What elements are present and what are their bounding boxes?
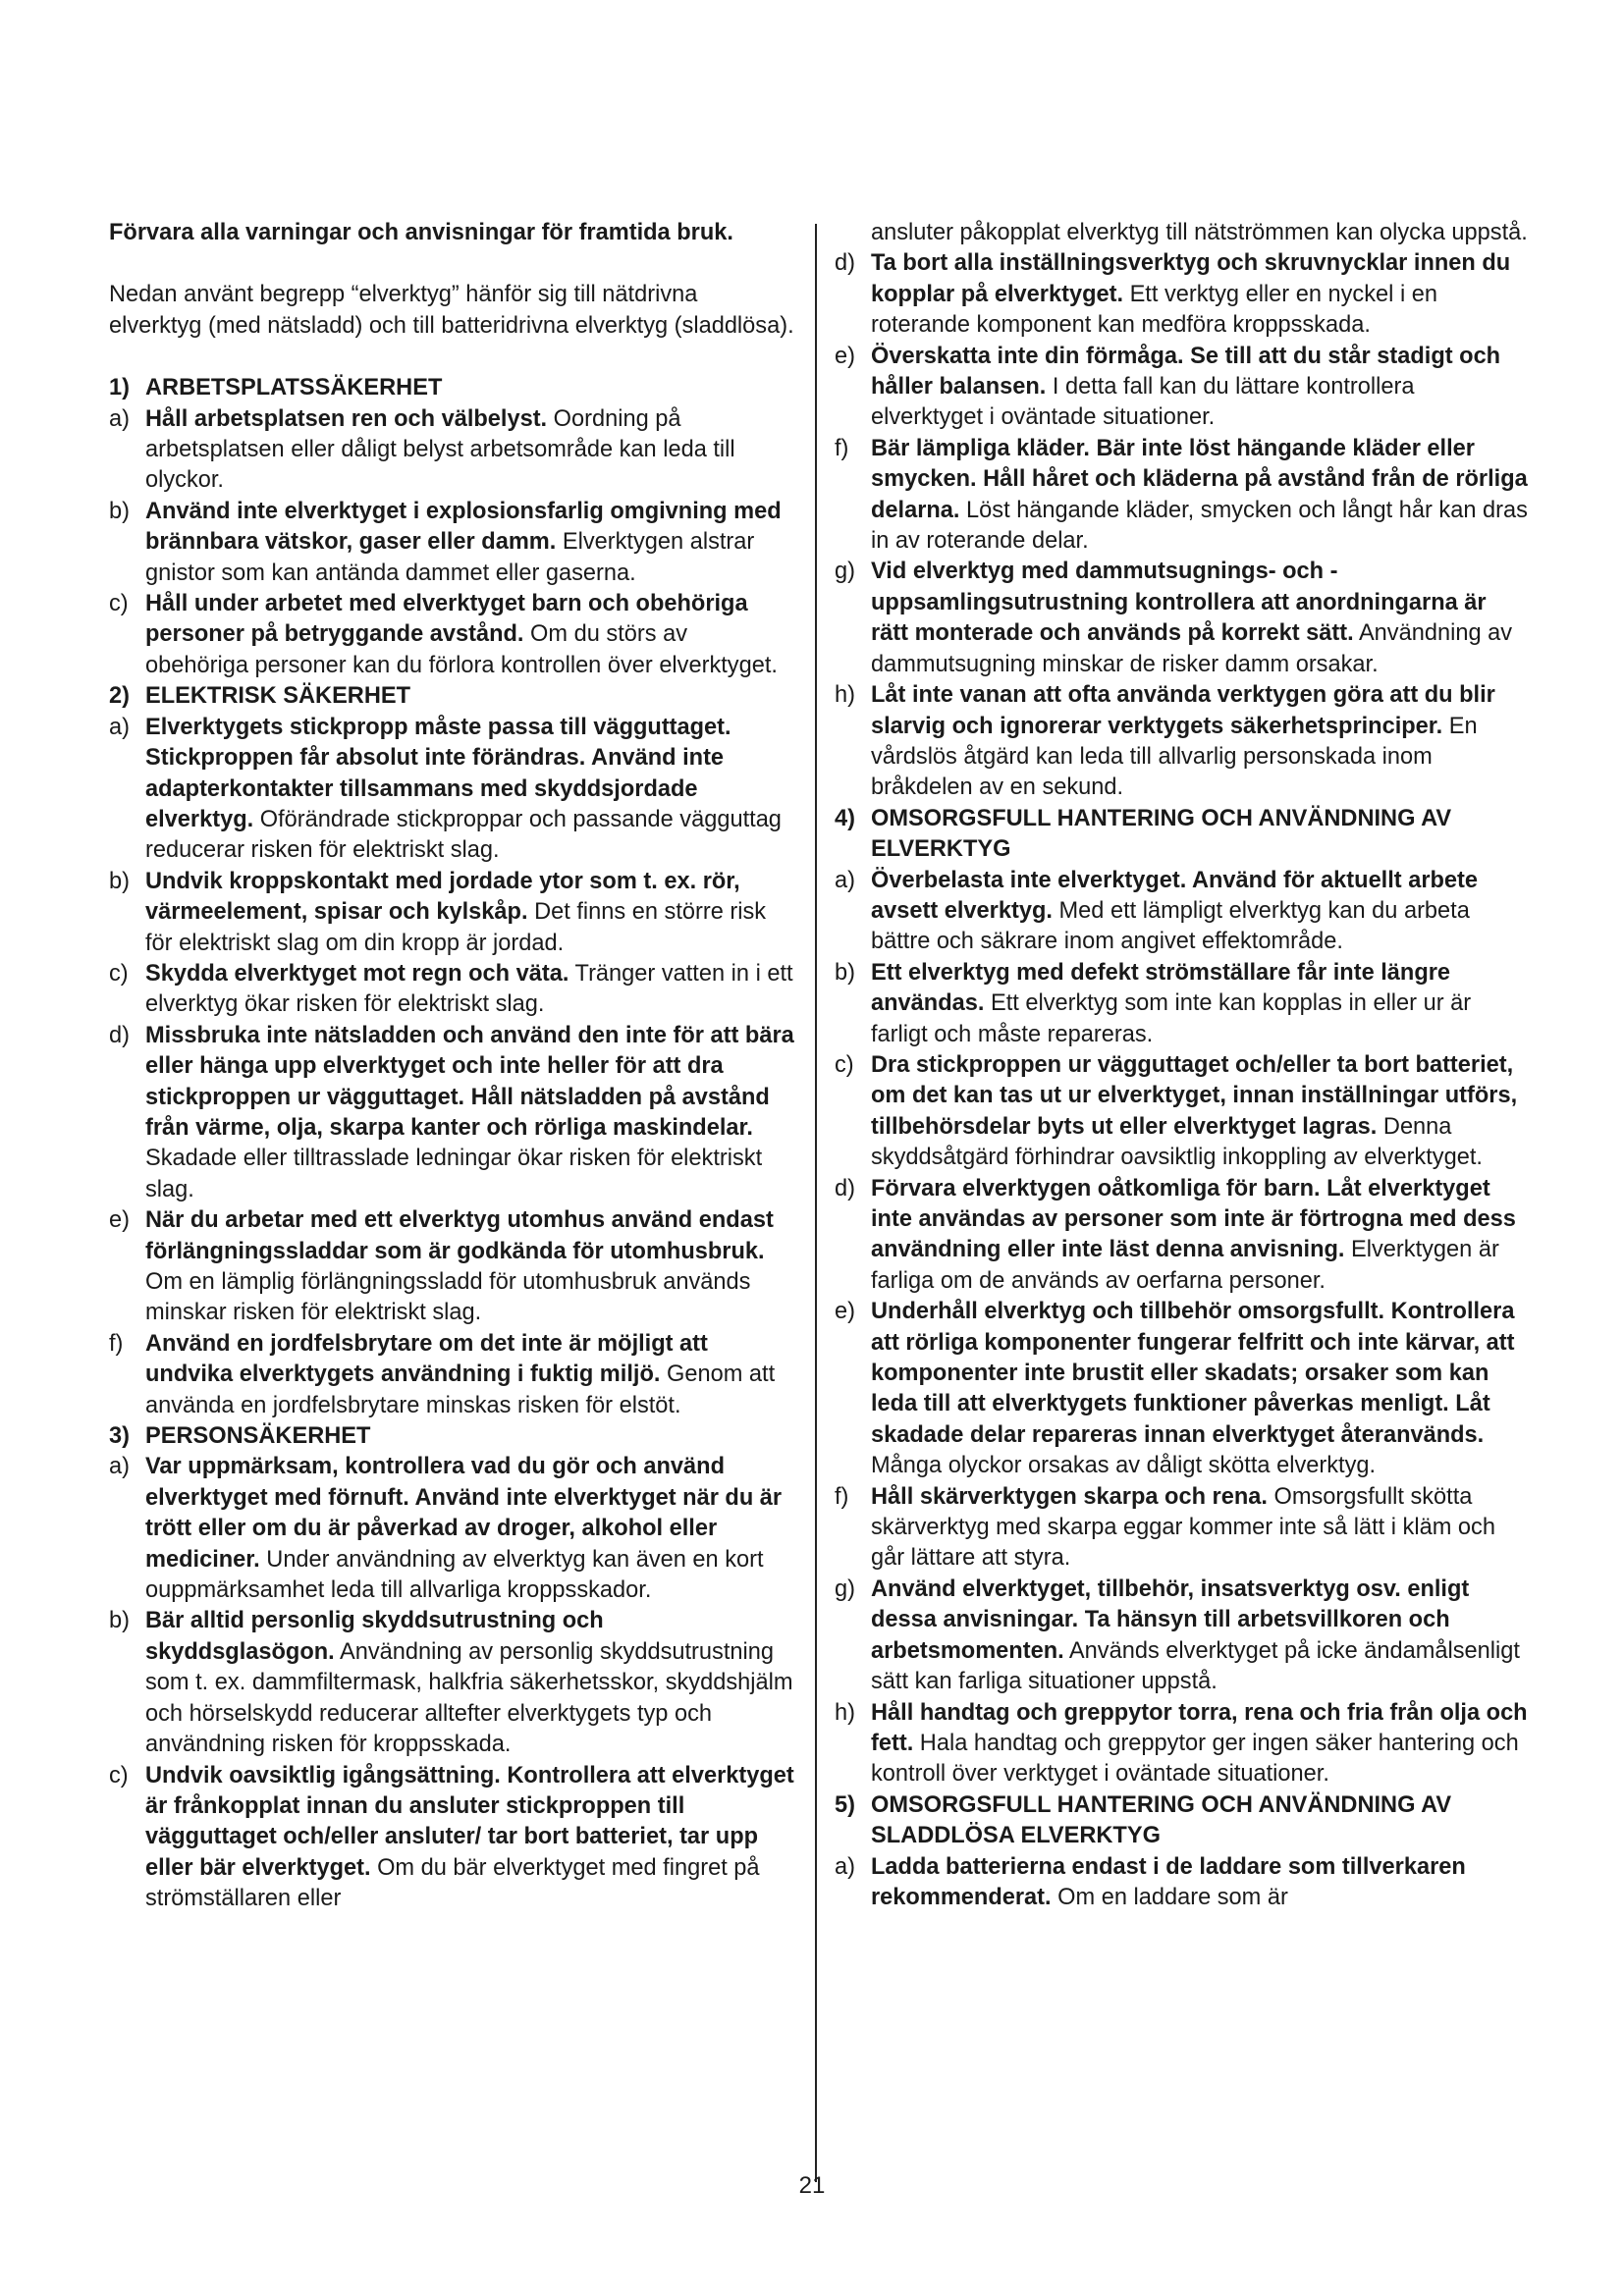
list-item: f) Bär lämpliga kläder. Bär inte löst hängande kläder eller smycken. Håll håret och kläderna på avstånd från de rörliga delarna. Löst hängande kläder, smycken och långt hår kan dras in av roterande delar. (835, 435, 1528, 555)
section-heading-personal: 3) PERSONSÄKERHET (109, 1423, 371, 1450)
list-item: a) Var uppmärksam, kontrollera vad du gör och använd elverktyget med förnuft. Använd inte elverktyget när du är trött eller om du är påverkad av droger, alkohol eller mediciner. Under användning av elverktyg kan även en kort ouppmärksamhet leda till allvarliga kroppsskador. (109, 1454, 783, 1604)
storage-warning: Förvara alla varningar och anvisningar för framtida bruk. (109, 220, 733, 245)
list-item: g) Vid elverktyg med dammutsugnings- och -uppsamlingsutrustning kontrollera att anordningarna är rätt monterade och används på korrekt sätt. Användning av dammutsugning minskar de risker damm orsakar. (835, 559, 1513, 677)
list-item: h) Låt inte vanan att ofta använda verktygen göra att du blir slarvig och ignorerar verktygets säkerhetsprinciper. En vårdslös åtgärd kan leda till allvarlig personskada inom bråkdelen av en sekund. (835, 682, 1495, 801)
list-item: e) Underhåll elverktyg och tillbehör omsorgsfullt. Kontrollera att rörliga komponenter fungerar felfritt och inte kärvar, att komponenter inte brustit eller skadats; orsaker som kan leda till att elverktygets funktioner påverkas menligt. Låt skadade delar repareras innan elverktyget återanvänds. Många olyckor orsakas av dåligt skötta elverktyg. (835, 1299, 1515, 1479)
left-column (109, 218, 796, 1915)
list-item: b) Använd inte elverktyget i explosionsfarlig omgivning med brännbara vätskor, gaser eller damm. Elverktygen alstrar gnistor som kan antända dammet eller gaserna. (109, 498, 782, 586)
list-item: c) Dra stickproppen ur vägguttaget och/eller ta bort batteriet, om det kan tas ut ur elverktyget, innan inställningar utförs, tillbehörsdelar byts ut eller elverktyget lagras. Denna skyddsåtgärd förhindrar oavsiktlig inkoppling av elverktyget. (835, 1051, 1518, 1171)
list-item: a) Håll arbetsplatsen ren och välbelyst. Oordning på arbetsplatsen eller dåligt belyst arbetsområde kan leda till olyckor. (109, 405, 735, 494)
list-item: d) Missbruka inte nätsladden och använd den inte för att bära eller hänga upp elverktyget och inte heller för att dra stickproppen ur vägguttaget. Håll nätsladden på avstånd från värme, olja, skarpa kanter och rörliga maskindelar. Skadade eller tilltrasslade ledningar ökar risken för elektriskt slag. (109, 1022, 794, 1202)
list-item: h) Håll handtag och greppytor torra, rena och fria från olja och fett. Hala handtag och greppytor ger ingen säker hantering och kontroll över verktyget i oväntade situationer. (835, 1699, 1528, 1788)
list-item: f) Använd en jordfelsbrytare om det inte är möjligt att undvika elverktygets användning i fuktig miljö. Genom att använda en jordfelsbrytare minskas risken för elstöt. (109, 1330, 776, 1418)
list-item: d) Förvara elverktygen oåtkomliga för barn. Låt elverktyget inte användas av personer som inte är förtrogna med dess användning eller inte läst denna anvisning. Elverktygen är farliga om de används av oerfarna personer. (835, 1175, 1516, 1294)
list-item: a) Överbelasta inte elverktyget. Använd för aktuellt arbete avsett elverktyg. Med ett lämpligt elverktyg kan du arbeta bättre och säkrare inom angivet effektområde. (835, 867, 1479, 955)
column-divider (815, 224, 817, 2182)
list-item: b) Bär alltid personlig skyddsutrustning och skyddsglasögon. Användning av personlig skyddsutrustning som t. ex. dammfiltermask, halkfria säkerhetsskor, skyddshjälm och hörselskydd reducerar alltefter elverktygets typ och användning risken för kroppsskada. (109, 1608, 793, 1758)
section-heading-cordless: 5) OMSORGSFULL HANTERING OCH ANVÄNDNING AV SLADDLÖSA ELVERKTYG (835, 1791, 1452, 1849)
definition-paragraph: Nedan använt begrepp “elverktyg” hänför sig till nätdrivna elverktyg (med nätsladd) och till batteridrivna elverktyg (sladdlösa). (109, 282, 794, 339)
list-item: c) Skydda elverktyget mot regn och väta. Tränger vatten in i ett elverktyg ökar risken för elektriskt slag. (109, 960, 793, 1018)
right-column (835, 218, 1528, 1913)
section-heading-electrical: 2) ELEKTRISK SÄKERHET (109, 683, 411, 710)
list-item: e) När du arbetar med ett elverktyg utomhus använd endast förlängningssladdar som är godkända för utomhusbruk. Om en lämplig förlängningssladd för utomhusbruk används minskar risken för elektriskt slag. (109, 1207, 774, 1326)
list-item: f) Håll skärverktygen skarpa och rena. Omsorgsfullt skötta skärverktyg med skarpa eggar kommer inte så lätt i kläm och går lättare att styra. (835, 1483, 1495, 1572)
page-number: 21 (798, 2172, 826, 2199)
list-item: e) Överskatta inte din förmåga. Se till att du står stadigt och håller balansen. I detta fall kan du lättare kontrollera elverktyget i oväntade situationer. (835, 343, 1501, 431)
list-item: c) Håll under arbetet med elverktyget barn och obehöriga personer på betryggande avstånd. Om du störs av obehöriga personer kan du förlora kontrollen över elverktyget. (109, 591, 778, 678)
list-item: g) Använd elverktyget, tillbehör, insatsverktyg osv. enligt dessa anvisningar. Ta hänsyn till arbetsvillkoren och arbetsmomenten. Används elverktyget på icke ändamålsenligt sätt kan farliga situationer uppstå. (835, 1575, 1520, 1695)
list-item: a) Ladda batterierna endast i de laddare som tillverkaren rekommenderat. Om en laddare som är (835, 1853, 1466, 1910)
list-item-continuation: ansluter påkopplat elverktyg till nätströmmen kan olycka uppstå. (871, 220, 1528, 245)
section-heading-tool-use: 4) OMSORGSFULL HANTERING OCH ANVÄNDNING AV ELVERKTYG (835, 805, 1452, 863)
section-heading-workplace: 1) ARBETSPLATSSÄKERHET (109, 375, 443, 401)
list-item: a) Elverktygets stickpropp måste passa till vägguttaget. Stickproppen får absolut inte förändras. Använd inte adapterkontakter tillsammans med skyddsjordade elverktyg. Oförändrade stickproppar och passande vägguttag reducerar risken för elektriskt slag. (109, 714, 782, 864)
list-item: b) Undvik kroppskontakt med jordade ytor som t. ex. rör, värmeelement, spisar och kylskåp. Det finns en större risk för elektriskt slag om din kropp är jordad. (109, 868, 767, 956)
list-item: d) Ta bort alla inställningsverktyg och skruvnycklar innen du kopplar på elverktyget. Ett verktyg eller en nyckel i en roterande komponent kan medföra kroppsskada. (835, 250, 1511, 339)
list-item: c) Undvik oavsiktlig igångsättning. Kontrollera att elverktyget är frånkopplat innan du ansluter stickproppen till vägguttaget och/eller ansluter/ tar bort batteriet, tar upp eller bär elverktyget. Om du bär elverktyget med fingret på strömställaren eller (109, 1762, 794, 1912)
list-item: b) Ett elverktyg med defekt strömställare får inte längre användas. Ett elverktyg som inte kan kopplas in eller ur är farligt och måste repareras. (835, 959, 1472, 1047)
